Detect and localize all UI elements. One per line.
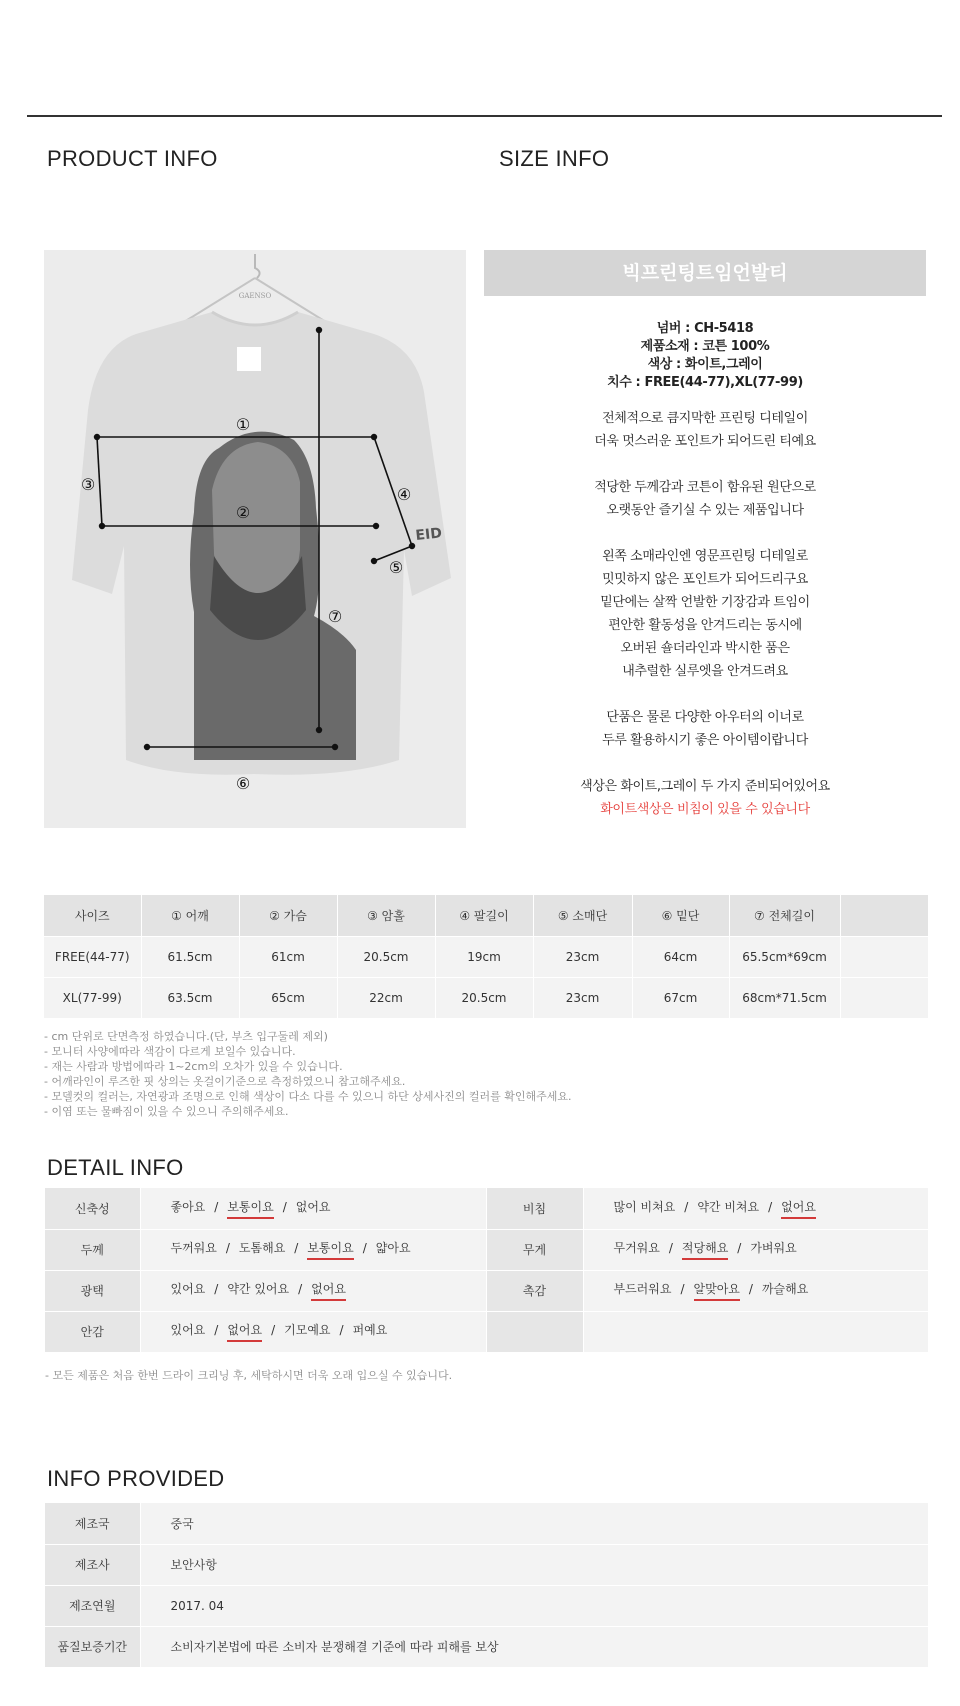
option-separator: / — [737, 1241, 742, 1255]
description-line: 오랫동안 즐기실 수 있는 제품입니다 — [606, 503, 804, 518]
size-row-free — [44, 936, 928, 977]
size-cell — [840, 936, 928, 977]
option: 없어요 — [295, 1199, 331, 1214]
size-cell — [840, 977, 928, 1018]
provided-label: 제조사 — [45, 1544, 140, 1585]
detail-options — [583, 1229, 928, 1270]
option: 퍼예요 — [352, 1323, 388, 1337]
note-line: - cm 단위로 단면측정 하였습니다.(단, 부츠 입구둘레 제외) — [44, 1030, 328, 1043]
option-separator: / — [214, 1199, 219, 1214]
detail-label: 안감 — [45, 1311, 140, 1352]
size-cell: 23cm — [533, 977, 632, 1018]
size-cell: 67cm — [632, 977, 729, 1018]
marker-3: ③ — [80, 475, 96, 494]
description-line: 왼쪽 소매라인엔 영문프린팅 디테일로 — [602, 549, 808, 564]
detail-row — [45, 1229, 928, 1270]
option-separator: / — [298, 1282, 303, 1296]
size-cell: 61cm — [239, 936, 337, 977]
size-cell: XL(77-99) — [44, 977, 141, 1018]
description-paragraph — [484, 407, 926, 453]
option-separator: / — [362, 1241, 367, 1255]
size-header-cell: ⑤ 소매단 — [533, 895, 632, 936]
sleeve-print-text: EID — [414, 525, 443, 544]
product-image — [44, 250, 466, 828]
description-line: 오버된 숄더라인과 박시한 품은 — [620, 641, 790, 656]
measurement-notes — [44, 1029, 571, 1119]
note-line: - 모니터 사양에따라 색감이 다르게 보일수 있습니다. — [44, 1045, 296, 1058]
size-cell: 22cm — [337, 977, 435, 1018]
detail-table — [45, 1188, 929, 1353]
marker-2: ② — [235, 503, 251, 522]
provided-label: 제조국 — [45, 1503, 140, 1544]
option-separator: / — [282, 1199, 287, 1214]
description-line: 밋밋하지 않은 포인트가 되어드리구요 — [602, 572, 808, 587]
description-line: 두루 활용하시기 좋은 아이템이랍니다 — [602, 733, 808, 748]
option: 가벼워요 — [750, 1241, 797, 1255]
spec-material: 제품소재 : 코튼 100% — [640, 339, 770, 354]
detail-label: 촉감 — [486, 1270, 583, 1311]
option-separator: / — [748, 1282, 753, 1296]
description-line: 밑단에는 살짝 언발한 기장감과 트임이 — [600, 595, 810, 610]
detail-label: 비침 — [486, 1188, 583, 1229]
size-header-cell: ③ 암홀 — [337, 895, 435, 936]
marker-7: ⑦ — [327, 607, 343, 626]
size-header-cell: ⑦ 전체길이 — [729, 895, 840, 936]
size-cell: 23cm — [533, 936, 632, 977]
description-paragraph — [484, 476, 926, 522]
option-separator: / — [668, 1241, 673, 1255]
hanger-brand-text: GAENSO — [238, 292, 272, 300]
size-row-xl — [44, 977, 928, 1018]
option: 두꺼워요 — [170, 1241, 217, 1255]
size-info-heading: SIZE INFO — [499, 146, 610, 171]
product-info-heading: PRODUCT INFO — [47, 146, 218, 171]
provided-value: 보안사항 — [140, 1544, 928, 1585]
provided-value: 중국 — [140, 1503, 928, 1544]
tshirt-measurement-illustration — [44, 250, 466, 828]
size-cell: 63.5cm — [141, 977, 239, 1018]
detail-options — [140, 1188, 486, 1229]
size-header-cell: ⑥ 밑단 — [632, 895, 729, 936]
white-color-warning: 화이트색상은 비침이 있을 수 있습니다 — [600, 802, 810, 817]
size-header-cell: 사이즈 — [44, 895, 141, 936]
option: 부드러워요 — [613, 1282, 672, 1296]
option-separator: / — [339, 1323, 344, 1337]
provided-label: 품질보증기간 — [45, 1626, 140, 1667]
marker-5: ⑤ — [388, 558, 404, 577]
option: 까슬해요 — [761, 1282, 809, 1296]
spec-size: 치수 : FREE(44-77),XL(77-99) — [607, 375, 803, 390]
option-separator: / — [680, 1282, 685, 1296]
option: 많이 비쳐요 — [613, 1199, 676, 1214]
size-table — [44, 895, 929, 1019]
option: 있어요 — [170, 1282, 206, 1296]
size-cell: 68cm*71.5cm — [729, 977, 840, 1018]
option: 있어요 — [170, 1323, 206, 1337]
option-separator: / — [214, 1282, 219, 1296]
size-header-cell — [840, 895, 928, 936]
option-separator: / — [225, 1241, 230, 1255]
size-cell: 20.5cm — [337, 936, 435, 977]
detail-label: 광택 — [45, 1270, 140, 1311]
detail-options — [583, 1270, 928, 1311]
selected-option: 보통이요 — [227, 1198, 273, 1219]
color-note: 색상은 화이트,그레이 두 가지 준비되어있어요 — [580, 779, 830, 794]
size-cell: 65cm — [239, 977, 337, 1018]
provided-row — [45, 1503, 928, 1544]
size-cell: 20.5cm — [435, 977, 533, 1018]
selected-option: 없어요 — [311, 1280, 346, 1301]
option-separator: / — [684, 1199, 689, 1214]
spec-color: 색상 : 화이트,그레이 — [647, 357, 763, 372]
description-paragraph — [484, 706, 926, 752]
size-cell: 64cm — [632, 936, 729, 977]
option-separator: / — [294, 1241, 299, 1255]
detail-label: 두께 — [45, 1229, 140, 1270]
detail-row — [45, 1311, 928, 1352]
note-line: - 어깨라인이 루즈한 핏 상의는 옷걸이기준으로 측정하였으니 참고해주세요. — [44, 1075, 406, 1088]
size-header-cell: ① 어깨 — [141, 895, 239, 936]
marker-6: ⑥ — [235, 774, 251, 793]
description-line: 단품은 물론 다양한 아우터의 이너로 — [606, 710, 804, 725]
detail-row — [45, 1270, 928, 1311]
detail-label — [486, 1311, 583, 1352]
option: 얇아요 — [375, 1241, 411, 1255]
option-separator: / — [768, 1199, 773, 1214]
selected-option: 없어요 — [227, 1321, 262, 1342]
provided-row — [45, 1626, 928, 1667]
option-separator: / — [214, 1323, 219, 1337]
provided-row — [45, 1544, 928, 1585]
option: 도톰해요 — [238, 1241, 286, 1255]
product-name-banner: 빅프린팅트임언발티 — [484, 250, 926, 296]
detail-options — [583, 1188, 928, 1229]
provided-row — [45, 1585, 928, 1626]
provided-value: 소비자기본법에 따른 소비자 분쟁해결 기준에 따라 피해를 보상 — [140, 1626, 928, 1667]
product-description — [484, 407, 926, 844]
note-line: - 재는 사람과 방법에따라 1~2cm의 오차가 있을 수 있습니다. — [44, 1060, 343, 1073]
detail-info-heading: DETAIL INFO — [47, 1155, 184, 1180]
size-cell: 19cm — [435, 936, 533, 977]
detail-label: 신축성 — [45, 1188, 140, 1229]
description-line: 편안한 활동성을 안겨드리는 동시에 — [608, 618, 802, 633]
option: 무거워요 — [613, 1241, 660, 1255]
spec-number: 넘버 : CH-5418 — [656, 321, 754, 336]
description-line: 더욱 멋스러운 포인트가 되어드린 티예요 — [594, 434, 816, 449]
selected-option: 알맞아요 — [694, 1280, 740, 1301]
selected-option: 보통이요 — [307, 1239, 353, 1260]
provided-label: 제조연월 — [45, 1585, 140, 1626]
description-line: 적당한 두께감과 코튼이 함유된 원단으로 — [594, 480, 816, 495]
detail-row — [45, 1188, 928, 1229]
marker-4: ④ — [396, 485, 412, 504]
note-line: - 모델컷의 컬러는, 자연광과 조명으로 인해 색상이 다소 다를 수 있으니 하단 상세사진의 컬러를 확인해주세요. — [44, 1090, 572, 1103]
care-note: - 모든 제품은 처음 한번 드라이 크리닝 후, 세탁하시면 더욱 오래 입으실 수 있습니다. — [45, 1369, 453, 1382]
size-header-cell: ④ 팔길이 — [435, 895, 533, 936]
description-line: 전체적으로 큼지막한 프린팅 디테일이 — [602, 411, 808, 426]
marker-1: ① — [235, 415, 251, 434]
top-divider — [27, 115, 942, 117]
detail-options — [583, 1311, 928, 1352]
option: 좋아요 — [170, 1199, 206, 1214]
option: 약간 비쳐요 — [697, 1199, 760, 1214]
option: 약간 있어요 — [227, 1282, 290, 1296]
provided-value: 2017. 04 — [140, 1585, 928, 1626]
description-paragraph — [484, 775, 926, 821]
size-table-header — [44, 895, 928, 936]
info-provided-heading: INFO PROVIDED — [47, 1466, 225, 1491]
option: 기모예요 — [284, 1323, 331, 1337]
selected-option: 없어요 — [781, 1198, 816, 1219]
size-cell: 65.5cm*69cm — [729, 936, 840, 977]
size-cell: FREE(44-77) — [44, 936, 141, 977]
description-line: 내추럴한 실루엣을 안겨드려요 — [622, 664, 788, 679]
size-header-cell: ② 가슴 — [239, 895, 337, 936]
spec-block — [484, 320, 926, 392]
selected-option: 적당해요 — [682, 1239, 728, 1260]
option-separator: / — [271, 1323, 276, 1337]
detail-options — [140, 1311, 486, 1352]
description-paragraph — [484, 545, 926, 683]
note-line: - 이염 또는 물빠짐이 있을 수 있으니 주의해주세요. — [44, 1105, 289, 1118]
detail-options — [140, 1270, 486, 1311]
detail-options — [140, 1229, 486, 1270]
info-provided-table — [45, 1503, 929, 1668]
size-cell: 61.5cm — [141, 936, 239, 977]
detail-label: 무게 — [486, 1229, 583, 1270]
